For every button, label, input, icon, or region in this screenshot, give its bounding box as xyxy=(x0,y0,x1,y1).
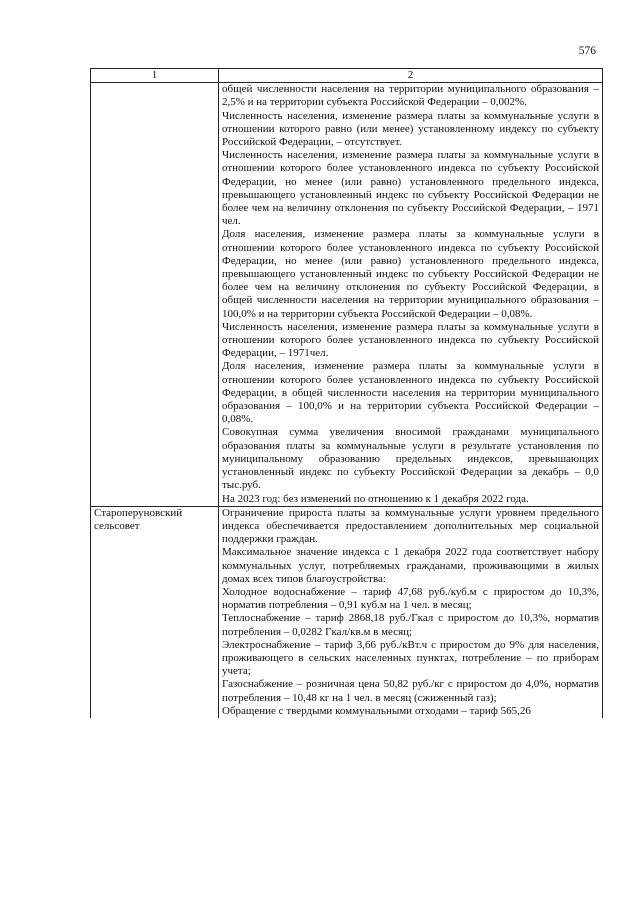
paragraph: Обращение с твердыми коммунальными отходами – тариф 565,26 xyxy=(222,704,531,717)
document-table xyxy=(90,68,603,718)
region-cell xyxy=(91,83,219,507)
content-cell xyxy=(219,83,603,507)
paragraph: Совокупная сумма увеличения вносимой гражданами муниципального образования платы за коммунальные услуги в результате установления по муниципальному образованию предельных индексов, превышающих установленный индекс по субъекту Российской Федерации за декабрь – 0,0 тыс.руб. xyxy=(222,426,599,492)
paragraph: Ограничение прироста платы за коммунальные услуги уровнем предельного индекса обеспечивается предоставлением дополнительных мер социальной поддержки граждан. xyxy=(222,506,599,546)
paragraph: общей численности населения на территории муниципального образования – 2,5% и на территории субъекта Российской Федерации – 0,002%. xyxy=(222,83,599,109)
table-header-row xyxy=(91,69,603,83)
paragraph: Холодное водоснабжение – тариф 47,68 руб./куб.м с приростом до 10,3%, норматив потребления – 0,91 куб.м на 1 чел. в месяц; xyxy=(222,585,599,612)
paragraph: Численность населения, изменение размера платы за коммунальные услуги в отношении которого более установленного индекса по субъекту Российской Федерации, – 1971чел. xyxy=(222,320,599,360)
paragraph: Доля населения, изменение размера платы за коммунальные услуги в отношении которого более установленного индекса по субъекту Российской Федерации, но менее (или равно) установленного предельного индекса, превышающего установленный индекс по субъекту Российской Федерации не более чем на величину отклонения по субъекту Российской Федерации, в общей численности населения на территории муниципального образования – 100,0% и на территории субъекта Российской Федерации – 0,08%. xyxy=(222,228,599,320)
paragraph: Электроснабжение – тариф 3,66 руб./кВт.ч с приростом до 9% для населения, проживающего в сельских населенных пунктах, потребление – по приборам учета; xyxy=(222,638,599,678)
column-header-2: 2 xyxy=(219,69,603,83)
region-cell: Староперуновский сельсовет xyxy=(91,506,219,718)
paragraph: Теплоснабжение – тариф 2868,18 руб./Гкал с приростом до 10,3%, норматив потребления – 0,0282 Гкал/кв.м в месяц; xyxy=(222,612,599,638)
paragraph: Численность населения, изменение размера платы за коммунальные услуги в отношении которого равно (или менее) установленному индексу по субъекту Российской Федерации, – отсутствует. xyxy=(222,109,599,149)
paragraph: Максимальное значение индекса с 1 декабря 2022 года соответствует набору коммунальных услуг, потребляемых гражданами, проживающими в жилых домах всех типов благоустройства: xyxy=(222,546,599,585)
column-header-1: 1 xyxy=(91,69,219,83)
table-row xyxy=(91,83,603,507)
paragraph: На 2023 год: без изменений по отношению к 1 декабря 2022 года. xyxy=(222,492,529,505)
paragraph: Численность населения, изменение размера платы за коммунальные услуги в отношении которого более установленного индекса по субъекту Российской Федерации, но менее (или равно) установленного предельного индекса, превышающего установленный индекс по субъекту Российской Федерации не более чем на величину отклонения по субъекту Российской Федерации, – 1971 чел. xyxy=(222,149,599,228)
page-number: 576 xyxy=(578,45,596,57)
content-cell xyxy=(219,506,603,718)
paragraph: Доля населения, изменение размера платы за коммунальные услуги в отношении которого более установленного индекса по субъекту Российской Федерации, в общей численности населения на территории муниципального образования – 100,0% и на территории субъекта Российской Федерации – 0,08%. xyxy=(222,360,599,426)
paragraph: Газоснабжение – розничная цена 50,82 руб./кг с приростом до 4,0%, норматив потребления – 10,48 кг на 1 чел. в месяц (сжиженный газ); xyxy=(222,678,599,704)
table-row xyxy=(91,506,603,718)
